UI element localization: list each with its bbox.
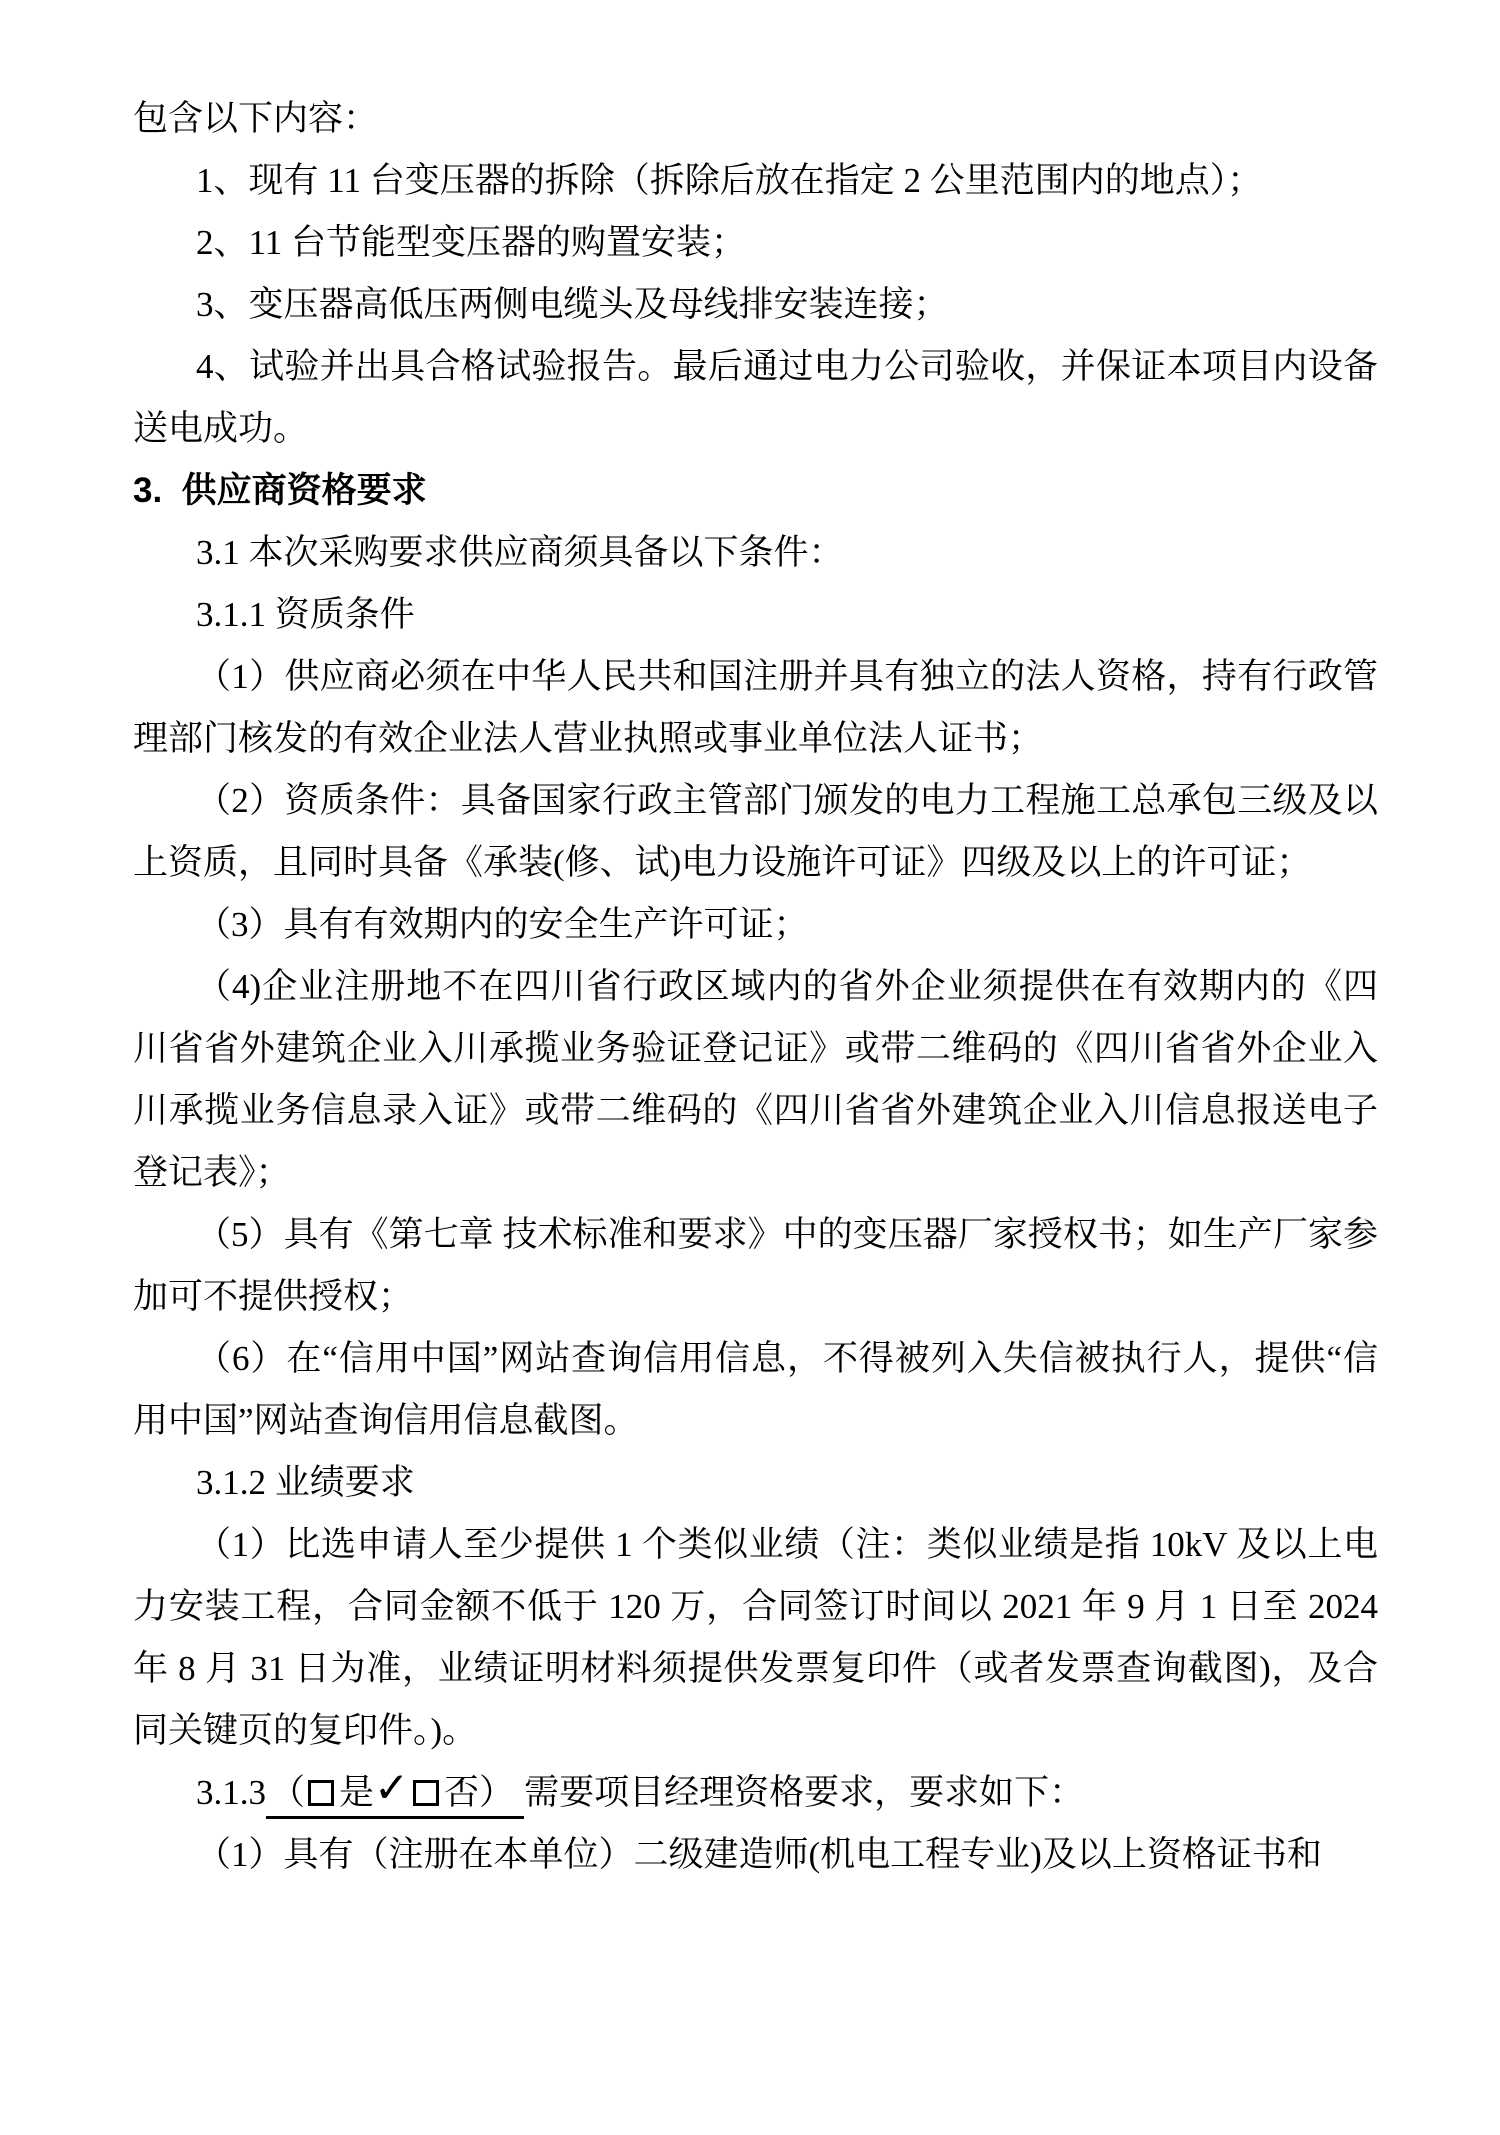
close-paren: ） bbox=[479, 1773, 515, 1812]
section-3-1-2-title: 3.1.2 业绩要求 bbox=[196, 1463, 415, 1502]
check-icon: ✓ bbox=[374, 1763, 410, 1812]
section-3-1-1-title: 3.1.1 资质条件 bbox=[196, 595, 415, 634]
section-3-1-3-number: 3.1.3 bbox=[196, 1773, 266, 1812]
no-checkbox-empty-icon[interactable] bbox=[413, 1780, 439, 1806]
performance-item-1: （1）比选申请人至少提供 1 个类似业绩（注：类似业绩是指 10kV 及以上电力安装工程，合同金额不低于 120 万，合同签订时间以 2021 年 9 月 1 日至 2024 年 8 月 31 日为准，业绩证明材料须提供发票复印件（或者发票查询截图)，及合同关键页的复印件。)。 bbox=[133, 1525, 1378, 1750]
qualification-item-5: （5）具有《第七章 技术标准和要求》中的变压器厂家授权书；如生产厂家参加可不提供授权； bbox=[133, 1215, 1378, 1316]
yes-checkbox-checked-icon[interactable] bbox=[308, 1763, 410, 1812]
project-manager-requirement-choice bbox=[266, 1763, 524, 1819]
qualification-item-2: （2）资质条件：具备国家行政主管部门颁发的电力工程施工总承包三级及以上资质，且同时具备《承装(修、试)电力设施许可证》四级及以上的许可证； bbox=[133, 781, 1378, 882]
section-3-1-3-text: 需要项目经理资格要求，要求如下： bbox=[524, 1773, 1085, 1812]
intro-paragraph: 包含以下内容： bbox=[133, 99, 379, 138]
scope-item-2: 2、11 台节能型变压器的购置安装； bbox=[196, 223, 746, 262]
qualification-item-4: （4)企业注册地不在四川省行政区域内的省外企业须提供在有效期内的《四川省省外建筑企业入川承揽业务验证登记证》或带二维码的《四川省省外企业入川承揽业务信息录入证》或带二维码的《四川省省外建筑企业入川信息报送电子登记表》； bbox=[133, 967, 1378, 1192]
qualification-item-3: （3）具有有效期内的安全生产许可证； bbox=[196, 905, 809, 944]
no-label: 否 bbox=[444, 1773, 480, 1812]
section-3-heading: 3. 供应商资格要求 bbox=[133, 471, 427, 510]
section-3-1-3-paragraph bbox=[133, 1762, 1378, 1824]
scope-item-1: 1、现有 11 台变压器的拆除（拆除后放在指定 2 公里范围内的地点）； bbox=[196, 161, 1263, 200]
section-3-1-paragraph: 3.1 本次采购要求供应商须具备以下条件： bbox=[196, 533, 844, 572]
yes-label: 是 bbox=[339, 1773, 375, 1812]
scope-item-4: 4、试验并出具合格试验报告。最后通过电力公司验收，并保证本项目内设备送电成功。 bbox=[133, 347, 1378, 448]
project-manager-item-1: （1）具有（注册在本单位）二级建造师(机电工程专业)及以上资格证书和 bbox=[196, 1835, 1322, 1874]
open-paren: （ bbox=[270, 1773, 306, 1812]
qualification-item-6: （6）在“信用中国”网站查询信用信息，不得被列入失信被执行人，提供“信用中国”网站查询信用信息截图。 bbox=[133, 1339, 1378, 1440]
qualification-item-1: （1）供应商必须在中华人民共和国注册并具有独立的法人资格，持有行政管理部门核发的有效企业法人营业执照或事业单位法人证书； bbox=[133, 657, 1378, 758]
scope-item-3: 3、变压器高低压两侧电缆头及母线排安装连接； bbox=[196, 285, 949, 324]
